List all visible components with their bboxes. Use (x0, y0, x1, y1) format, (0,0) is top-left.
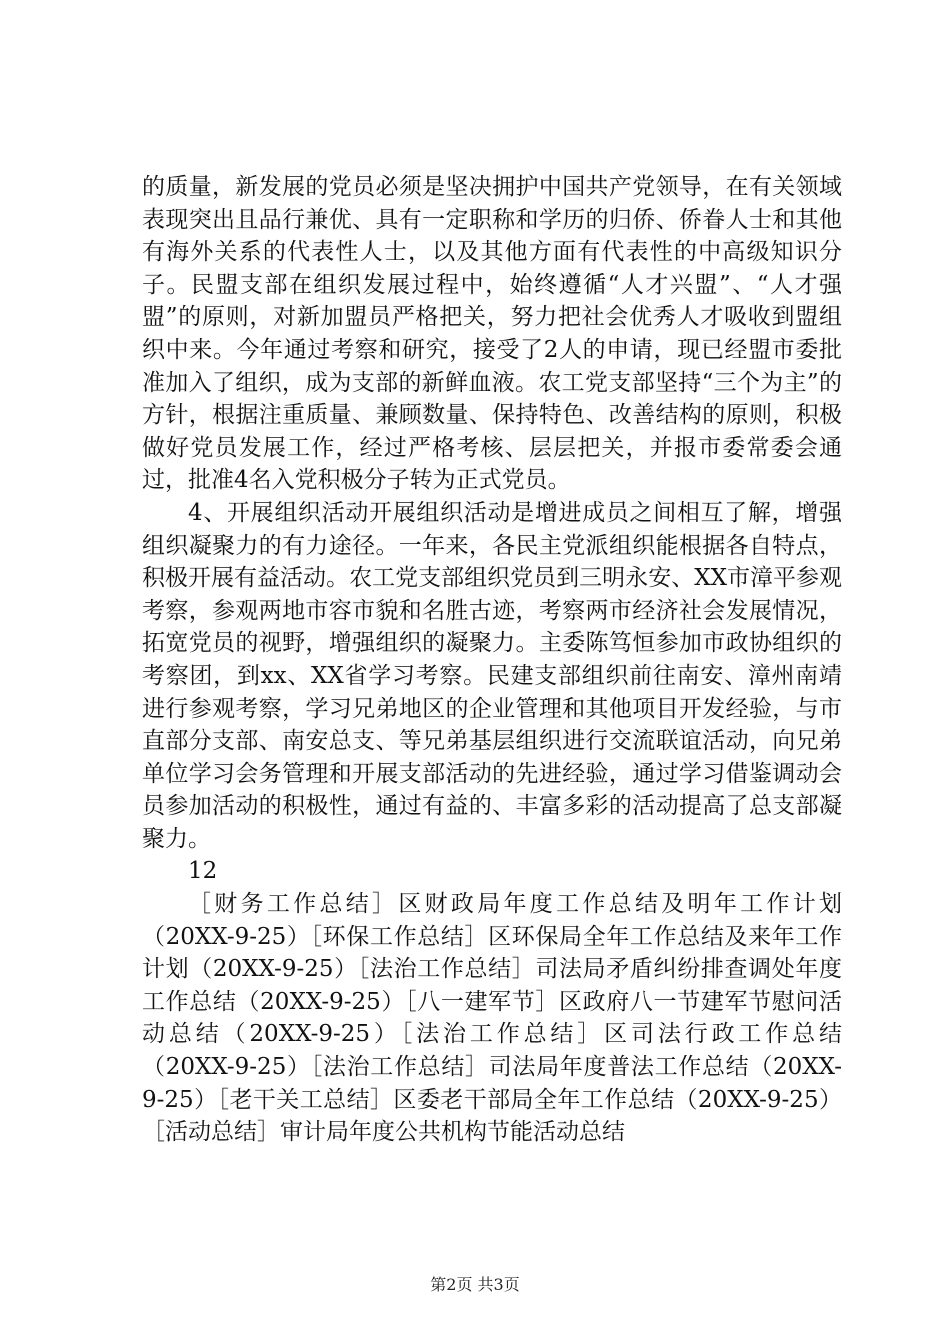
paragraph-party-development: 的质量，新发展的党员必须是坚决拥护中国共产党领导，在有关领域表现突出且品行兼优、具有一定职称和学历的归侨、侨眷人士和其他有海外关系的代表性人士，以及其他方面有代表性的中高级知识分子。民盟支部在组织发展过程中，始终遵循“人才兴盟”、“人才强盟”的原则，对新加盟员严格把关，努力把社会优秀人才吸收到盟组织中来。今年通过考察和研究，接受了2人的申请，现已经盟市委批准加入了组织，成为支部的新鲜血液。农工党支部坚持“三个为主”的方针，根据注重质量、兼顾数量、保持特色、改善结构的原则，积极做好党员发展工作，经过严格考核、层层把关，并报市委常委会通过，批准4名入党积极分子转为正式党员。 (142, 174, 842, 494)
paragraph-number: 12 (188, 858, 218, 885)
paragraph-organization-activities: 4、开展组织活动开展组织活动是增进成员之间相互了解，增强组织凝聚力的有力途径。一年来，各民主党派组织能根据各自特点，积极开展有益活动。农工党支部组织党员到三明永安、XX市漳平参观考察，参观两地市容市貌和名胜古迹，考察两市经济社会发展情况，拓宽党员的视野，增强组织的凝聚力。主委陈笃恒参加市政协组织的考察团，到xx、XX省学习考察。民建支部组织前往南安、漳州南靖进行参观考察，学习兄弟地区的企业管理和其他项目开发经验，与市直部分支部、南安总支、等兄弟基层组织进行交流联谊活动，向兄弟单位学习会务管理和开展支部活动的先进经验，通过学习借鉴调动会员参加活动的积极性，通过有益的、丰富多彩的活动提高了总支部凝聚力。 (142, 499, 842, 852)
document-body (142, 171, 842, 1149)
paragraph-related-links: ［财务工作总结］区财政局年度工作总结及明年工作计划（20XX-9-25）［环保工作总结］区环保局全年工作总结及来年工作计划（20XX-9-25）［法治工作总结］司法局矛盾纠纷排查调处年度工作总结（20XX-9-25）［八一建军节］区政府八一节建军节慰问活动总结（20XX-9-25）［法治工作总结］区司法行政工作总结（20XX-9-25）［法治工作总结］司法局年度普法工作总结（20XX-9-25）［老干关工总结］区委老干部局全年工作总结（20XX-9-25）［活动总结］审计局年度公共机构节能活动总结 (142, 891, 842, 1146)
page-number: 第2页 共3页 (430, 1275, 520, 1294)
